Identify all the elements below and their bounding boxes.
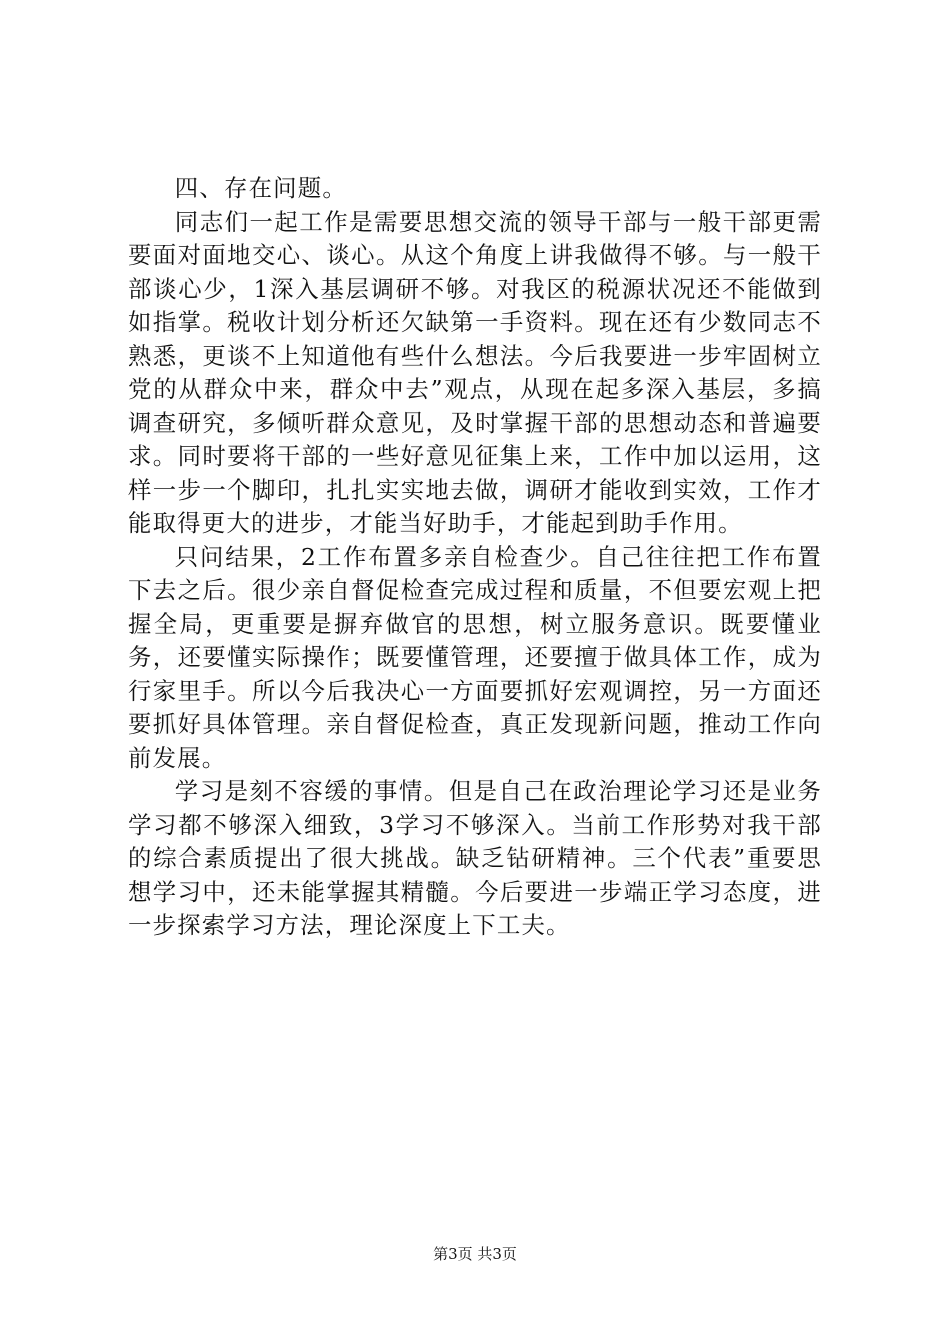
page-footer: 第3页 共3页 (433, 1245, 517, 1263)
paragraph-study: 学习是刻不容缓的事情。但是自己在政治理论学习还是业务学习都不够深入细致，3学习不够深入。当前工作形势对我干部的综合素质提出了很大挑战。缺乏钻研精神。三个代表”重要思想学习中，还未能掌握其精髓。今后要进一步端正学习态度，进一步探索学习方法，理论深度上下工夫。 (128, 777, 822, 939)
paragraph-communication: 同志们一起工作是需要思想交流的领导干部与一般干部更需要面对面地交心、谈心。从这个角度上讲我做得不够。与一般干部谈心少，1深入基层调研不够。对我区的税源状况还不能做到如指掌。税收计划分析还欠缺第一手资料。现在还有少数同志不熟悉，更谈不上知道他有些什么想法。今后我要进一步牢固树立党的从群众中来，群众中去”观点，从现在起多深入基层，多搞调查研究，多倾听群众意见，及时掌握干部的思想动态和普遍要求。同时要将干部的一些好意见征集上来，工作中加以运用，这样一步一个脚印，扎扎实实地去做，调研才能收到实效，工作才能取得更大的进步，才能当好助手，才能起到助手作用。 (128, 207, 822, 537)
section-heading: 四、存在问题。 (174, 174, 347, 202)
document-body (128, 172, 822, 943)
paragraph-inspection: 只问结果，2工作布置多亲自检查少。自己往往把工作布置下去之后。很少亲自督促检查完成过程和质量，不但要宏观上把握全局，更重要是摒弃做官的思想，树立服务意识。既要懂业务，还要懂实际操作；既要懂管理，还要擅于做具体工作，成为行家里手。所以今后我决心一方面要抓好宏观调控，另一方面还要抓好具体管理。亲自督促检查，真正发现新问题，推动工作向前发展。 (128, 542, 822, 772)
